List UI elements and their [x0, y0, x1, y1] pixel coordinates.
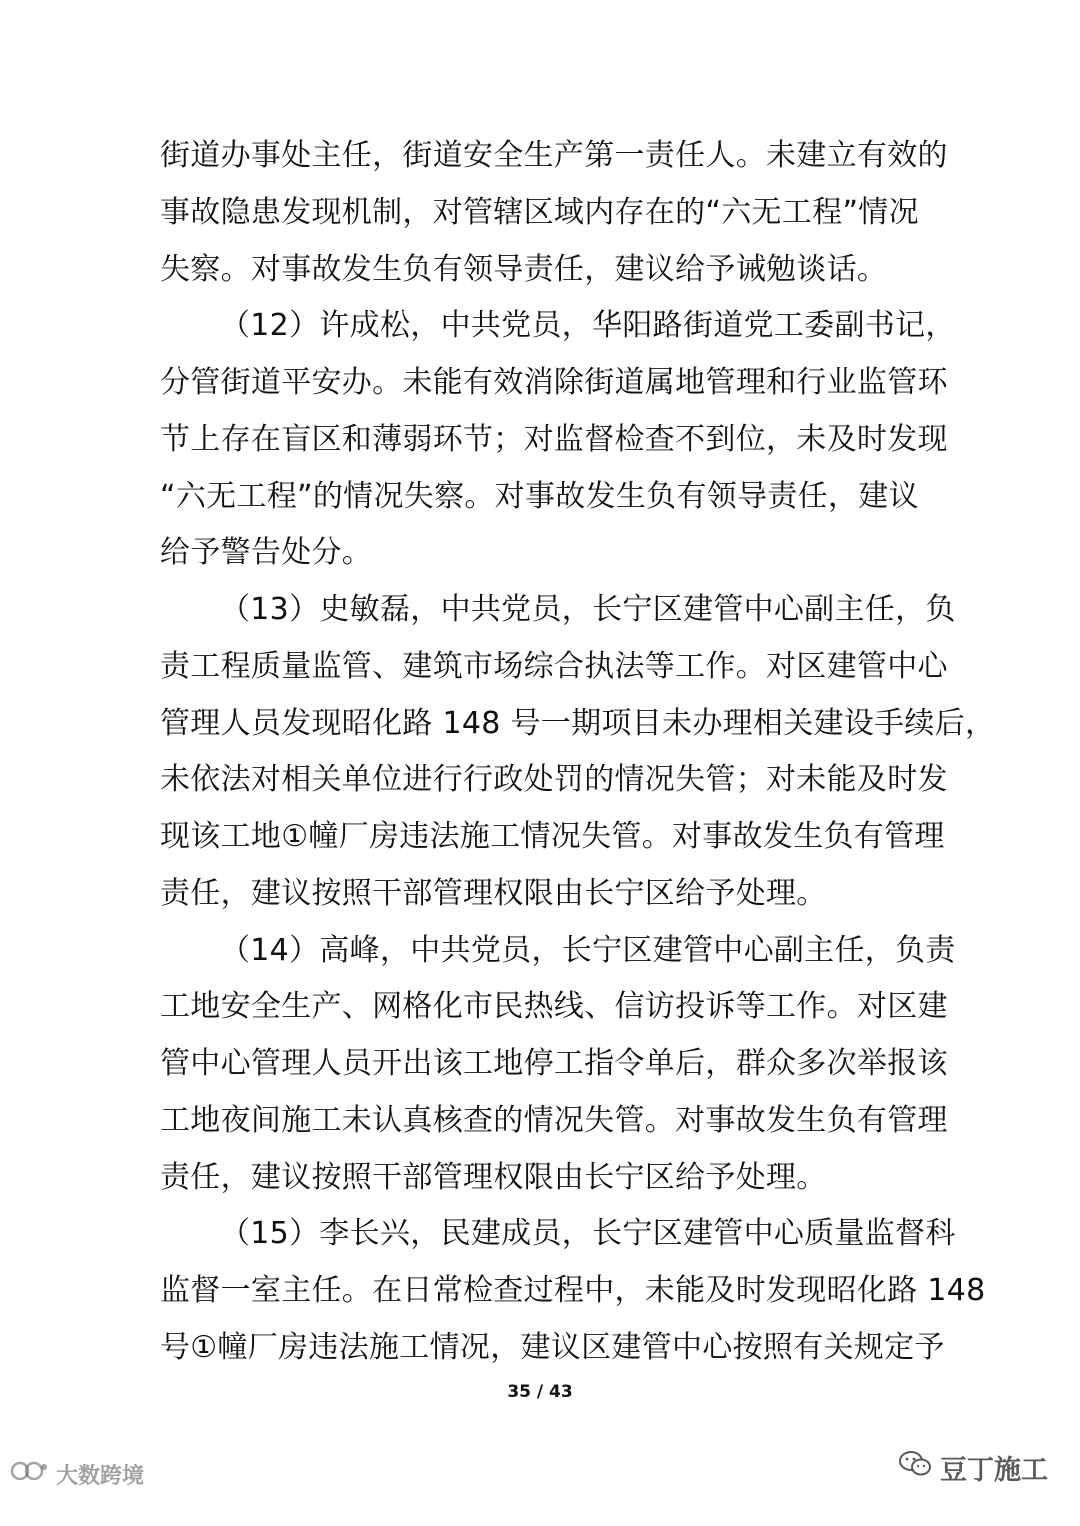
text-line: 工地夜间施工未认真核查的情况失管。对事故发生负有管理	[160, 1102, 948, 1138]
wechat-icon	[898, 1449, 932, 1486]
text-line: 节上存在盲区和薄弱环节；对监督检查不到位，未及时发现	[160, 421, 948, 457]
text-line: 现该工地①幢厂房违法施工情况失管。对事故发生负有管理	[160, 819, 945, 854]
text-line: 管中心管理人员开出该工地停工指令单后，群众多次举报该	[160, 1046, 948, 1081]
text-line: 分管街道平安办。未能有效消除街道属地管理和行业监管环	[160, 365, 948, 400]
text-line: “六无工程”的情况失察。对事故发生负有领导责任，建议	[160, 478, 919, 514]
text-line: 事故隐患发现机制，对管辖区域内存在的“六无工程”情况	[160, 194, 919, 230]
watermark-left-text: 大数跨境	[56, 1463, 145, 1489]
text-line: 责任，建议按照干部管理权限由长宁区给予处理。	[160, 1159, 827, 1195]
watermark-right	[898, 1448, 1048, 1487]
text-line: 责工程质量监管、建筑市场综合执法等工作。对区建管中心	[160, 648, 948, 684]
document-body	[160, 128, 996, 1377]
text-line: （14）高峰，中共党员，长宁区建管中心副主任，负责	[220, 932, 956, 968]
watermark-right-text: 豆丁施工	[940, 1455, 1048, 1486]
watermark-left	[10, 1458, 144, 1490]
text-line: 未依法对相关单位进行行政处罚的情况失管；对未能及时发	[160, 762, 948, 798]
text-line: 号①幢厂房违法施工情况，建议区建管中心按照有关规定予	[160, 1329, 945, 1365]
text-line: 街道办事处主任，街道安全生产第一责任人。未建立有效的	[160, 138, 948, 173]
text-line: （12）许成松，中共党员，华阳路街道党工委副书记，	[220, 308, 956, 344]
text-line: 管理人员发现昭化路 148 号一期项目未办理相关建设手续后，	[160, 705, 996, 741]
text-line: （13）史敏磊，中共党员，长宁区建管中心副主任，负	[220, 592, 956, 627]
logo-circle-icon	[10, 1458, 50, 1490]
page-number: 35 / 43	[507, 1382, 573, 1402]
text-line: 监督一室主任。在日常检查过程中，未能及时发现昭化路 148	[160, 1273, 986, 1308]
text-line: 责任，建议按照干部管理权限由长宁区给予处理。	[160, 875, 827, 911]
text-line: 失察。对事故发生负有领导责任，建议给予诫勉谈话。	[160, 251, 888, 287]
text-line: 给予警告处分。	[160, 535, 373, 571]
text-line: （15）李长兴，民建成员，长宁区建管中心质量监督科	[220, 1216, 956, 1252]
text-line: 工地安全生产、网格化市民热线、信访投诉等工作。对区建	[160, 989, 948, 1025]
